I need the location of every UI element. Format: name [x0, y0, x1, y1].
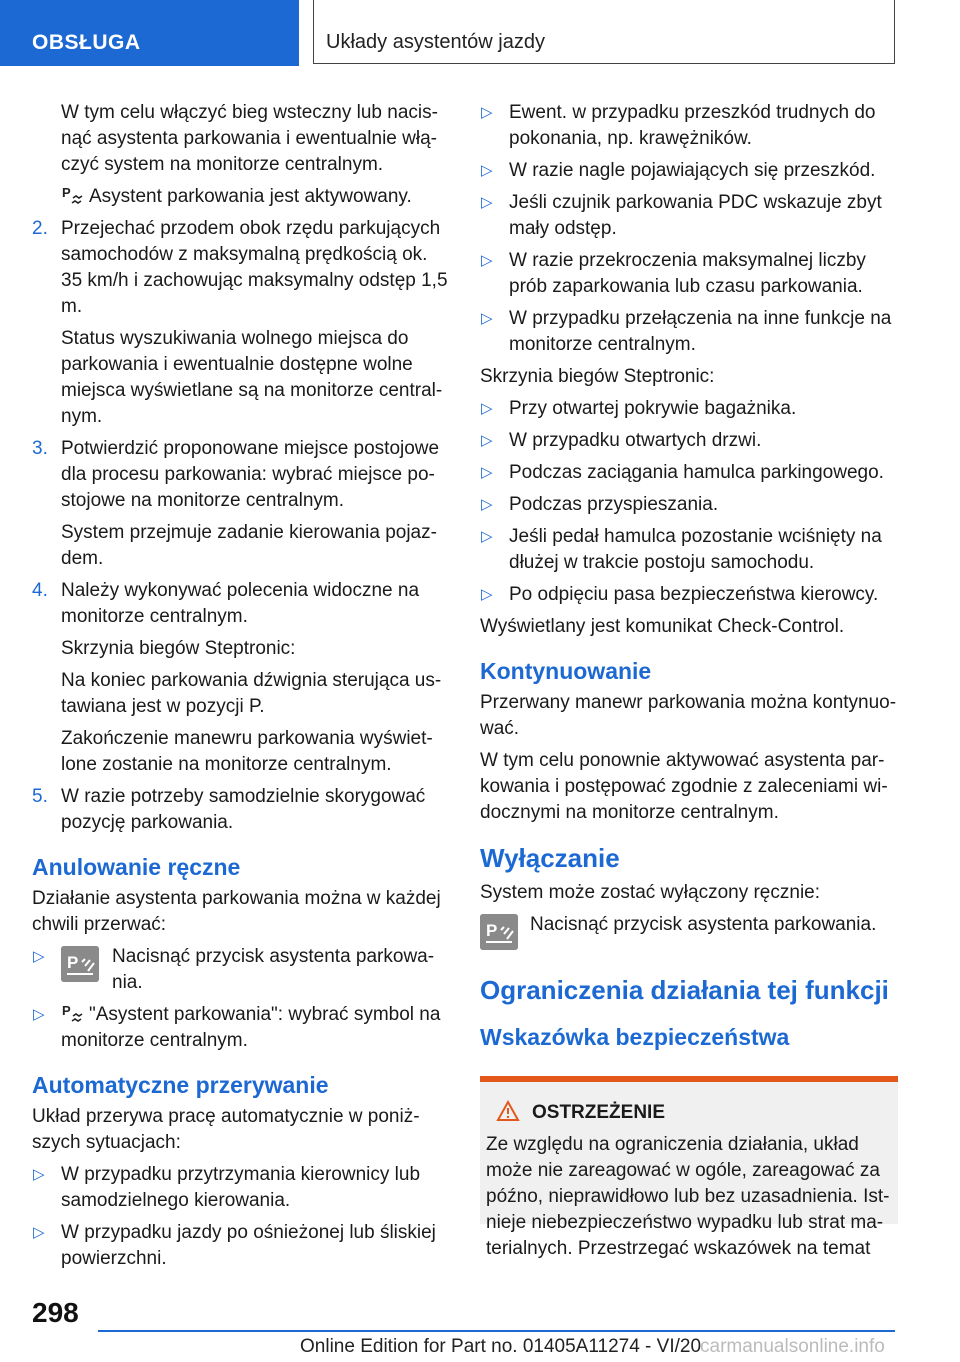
bullet-triangle-icon: ▷ [481, 496, 493, 513]
heading-safety-note: Wskazówka bezpieczeństwa [480, 1024, 790, 1050]
bullet-triangle-icon: ▷ [481, 252, 493, 269]
watermark: carmanualsonline.info [700, 1336, 885, 1357]
step-number: 3. [32, 438, 48, 459]
bullet-text: Jeśli pedał hamulca pozostanie wciśnięty na dłużej w trakcie postoju samochodu. [509, 526, 882, 573]
bullet-text: Nacisnąć przycisk asystenta parkowa‐nia. [112, 946, 435, 993]
parking-assistant-button-icon [480, 914, 518, 950]
svg-text:P: P [67, 953, 79, 972]
left-column [32, 100, 450, 1278]
svg-text:P: P [486, 921, 498, 940]
continue-paragraph: W tym celu ponownie aktywować asystenta par‐kowania i postępować zgodnie z zaleceniami wi‐docznymi na monitorze centralnym. [480, 750, 888, 823]
step-item [32, 784, 450, 836]
bullet-text: Po odpięciu pasa bezpieczeństwa kierowcy. [509, 584, 879, 605]
bullet-item [480, 190, 898, 242]
step-item [32, 436, 450, 514]
step-note: Zakończenie manewru parkowania wyświet‐lone zostanie na monitorze centralnym. [61, 728, 433, 775]
bullet-triangle-icon: ▷ [481, 586, 493, 603]
bullet-triangle-icon: ▷ [481, 194, 493, 211]
bullet-text: W przypadku przełączenia na inne funkcje na monitorze centralnym. [509, 308, 892, 355]
bullet-text: W razie nagle pojawiających się przeszkód. [509, 160, 876, 181]
button-instruction-text: Nacisnąć przycisk asystenta parkowania. [530, 914, 877, 935]
footer-divider [98, 1330, 895, 1332]
bullet-item [32, 1002, 450, 1054]
step-note: Status wyszukiwania wolnego miejsca do parkowania i ewentualnie dostępne wolne miejsca wyświetlane są na monitorze central‐nym. [61, 328, 443, 427]
bullet-item [32, 1220, 450, 1272]
bullet-item [32, 944, 450, 996]
page-header [0, 0, 960, 66]
step-text: W razie potrzeby samodzielnie skorygować pozycję parkowania. [61, 786, 426, 833]
bullet-text: Jeśli czujnik parkowania PDC wskazuje zbyt mały odstęp. [509, 192, 882, 239]
bullet-triangle-icon: ▷ [481, 432, 493, 449]
bullet-triangle-icon: ▷ [481, 162, 493, 179]
bullet-item [480, 524, 898, 576]
heading-switch-off: Wyłączanie [480, 843, 620, 873]
step-number: 5. [32, 786, 48, 807]
bullet-triangle-icon: ▷ [481, 400, 493, 417]
bullet-text: W razie przekroczenia maksymalnej liczby prób zaparkowania lub czasu parkowania. [509, 250, 866, 297]
bullet-item [480, 460, 898, 486]
intro-paragraph: W tym celu włączyć bieg wsteczny lub nacis‐nąć asystenta parkowania i ewentualnie włą‐czyć system na monitorze centralnym. [61, 102, 438, 175]
status-line [32, 184, 450, 210]
warning-triangle-icon [496, 1100, 520, 1122]
step-note: Na koniec parkowania dźwignia sterująca us‐tawiana jest w pozycji P. [61, 670, 442, 717]
auto-intro: Układ przerywa pracę automatycznie w poniż‐szych sytuacjach: [32, 1106, 420, 1153]
bullet-triangle-icon: ▷ [33, 1224, 45, 1241]
bullet-triangle-icon: ▷ [33, 1006, 45, 1023]
parking-assistant-icon [61, 1002, 85, 1024]
step-number: 4. [32, 580, 48, 601]
bullet-triangle-icon: ▷ [481, 310, 493, 327]
bullet-item [480, 582, 898, 608]
heading-auto-interrupt: Automatyczne przerywanie [32, 1072, 329, 1098]
heading-limitations: Ograniczenia działania tej funkcji [480, 975, 889, 1005]
switch-off-paragraph: System może zostać wyłączony ręcznie: [480, 882, 821, 903]
bullet-text: "Asystent parkowania": wybrać symbol na monitorze centralnym. [61, 1004, 441, 1051]
bullet-item [480, 492, 898, 518]
bullet-triangle-icon: ▷ [481, 528, 493, 545]
svg-text:P: P [62, 185, 71, 200]
bullet-item [32, 1162, 450, 1214]
step-item [32, 216, 450, 320]
section-tab: OBSŁUGA [0, 0, 299, 66]
bullet-text: Przy otwartej pokrywie bagażnika. [509, 398, 797, 419]
bullet-item [480, 428, 898, 454]
warning-box [480, 1076, 898, 1259]
step-number: 2. [32, 218, 48, 239]
warning-title: OSTRZEŻENIE [532, 1102, 666, 1123]
parking-assistant-icon [61, 184, 85, 206]
bullet-text: W przypadku otwartych drzwi. [509, 430, 762, 451]
warning-text: Ze względu na ograniczenia działania, układ może nie zareagować w ogóle, zareagować za późno, nieprawidłowo lub bez uzasadnienia. Ist‐nieje niebezpieczeństwo wypadku lub strat ma‐terialnych. Przestrzegać wskazówek na temat [486, 1134, 890, 1259]
heading-continue: Kontynuowanie [480, 658, 652, 684]
bullet-item [480, 306, 898, 358]
edition-text: Online Edition for Part no. 01405A11274 - VI/20 [300, 1336, 702, 1357]
step-item [32, 578, 450, 630]
bullet-item [480, 100, 898, 152]
steptronic-label: Skrzynia biegów Steptronic: [480, 366, 715, 387]
bullet-item [480, 248, 898, 300]
right-column [480, 100, 898, 1259]
bullet-item [480, 158, 898, 184]
bullet-triangle-icon: ▷ [33, 948, 45, 965]
status-text: Asystent parkowania jest aktywowany. [89, 186, 412, 207]
step-note: System przejmuje zadanie kierowania pojaz‐dem. [61, 522, 437, 569]
step-text: Przejechać przodem obok rzędu parkujących samochodów z maksymalną prędkością ok. 35 km/h i zachowując maksymalny odstęp 1,5 m. [61, 218, 448, 317]
bullet-text: W przypadku jazdy po ośnieżonej lub śliskiej powierzchni. [61, 1222, 436, 1269]
bullet-triangle-icon: ▷ [481, 464, 493, 481]
manual-intro: Działanie asystenta parkowania można w każdej chwili przerwać: [32, 888, 441, 935]
bullet-text: Podczas przyspieszania. [509, 494, 719, 515]
page-number: 298 [32, 1297, 79, 1328]
chapter-title: Układy asystentów jazdy [313, 0, 895, 64]
heading-manual-cancel: Anulowanie ręczne [32, 854, 241, 880]
warning-header [486, 1100, 892, 1126]
bullet-item [480, 396, 898, 422]
step-text: Potwierdzić proponowane miejsce postojowe dla procesu parkowania: wybrać miejsce po‐stojowe na monitorze centralnym. [61, 438, 440, 511]
continue-paragraph: Przerwany manewr parkowania można kontynuo‐wać. [480, 692, 897, 739]
bullet-triangle-icon: ▷ [33, 1166, 45, 1183]
step-text: Należy wykonywać polecenia widoczne na monitorze centralnym. [61, 580, 420, 627]
step-note: Skrzynia biegów Steptronic: [61, 638, 296, 659]
check-control-message: Wyświetlany jest komunikat Check-Control. [480, 616, 845, 637]
bullet-text: W przypadku przytrzymania kierownicy lub samodzielnego kierowania. [61, 1164, 421, 1211]
bullet-triangle-icon: ▷ [481, 104, 493, 121]
svg-text:P: P [62, 1003, 71, 1018]
button-instruction [480, 912, 898, 958]
bullet-text: Ewent. w przypadku przeszkód trudnych do pokonania, np. krawężników. [509, 102, 876, 149]
parking-assistant-button-icon [61, 946, 99, 982]
bullet-text: Podczas zaciągania hamulca parkingowego. [509, 462, 884, 483]
